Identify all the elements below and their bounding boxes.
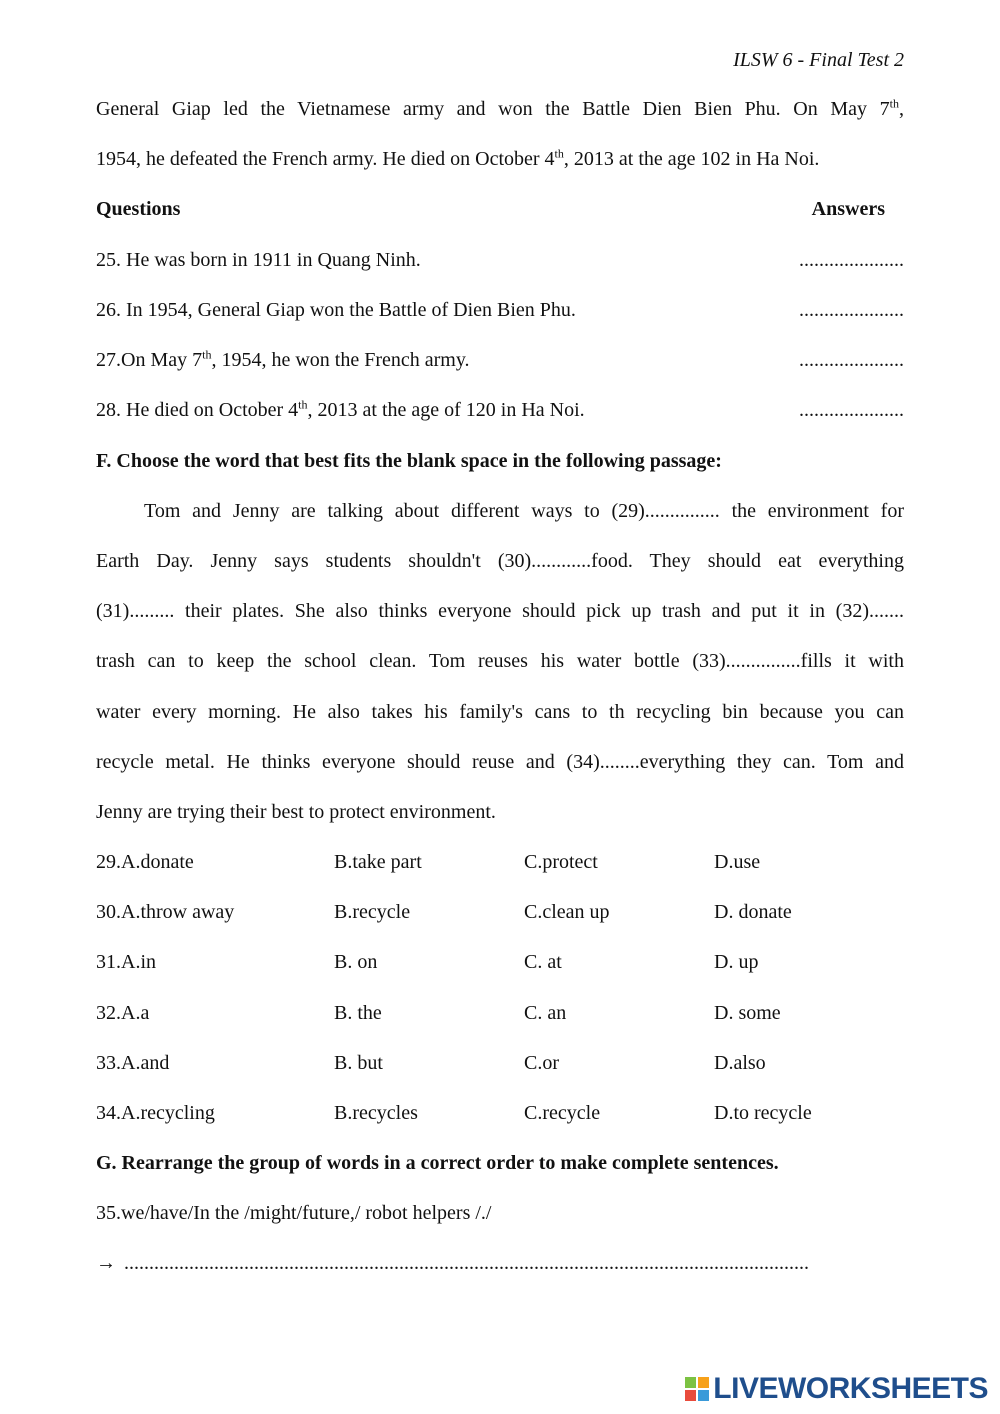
option-a[interactable]: 31.A.in [96,951,156,973]
answer-blank[interactable]: ..................... [799,349,904,371]
question-text: 25. He was born in 1911 in Quang Ninh. [96,249,421,271]
option-c[interactable]: C.clean up [524,901,610,923]
option-a[interactable]: 32.A.a [96,1002,150,1024]
option-b[interactable]: B. on [334,951,378,973]
option-b[interactable]: B. the [334,1002,382,1024]
option-a[interactable]: 33.A.and [96,1052,170,1074]
option-d[interactable]: D. up [714,951,759,973]
option-c[interactable]: C. an [524,1002,567,1024]
option-d[interactable]: D. donate [714,901,792,923]
option-d[interactable]: D. some [714,1002,781,1024]
option-b[interactable]: B.recycles [334,1102,418,1124]
option-b[interactable]: B.take part [334,851,422,873]
answer-blank[interactable]: ..................... [799,399,904,421]
passage-line: Earth Day. Jenny says students shouldn't (30)............food. They should eat everything [96,550,904,572]
answer-blank[interactable]: ..................... [799,249,904,271]
option-c[interactable]: C.or [524,1052,559,1074]
answer-input-35[interactable]: ......................................................................................................................................... [124,1252,809,1274]
logo-square [698,1390,709,1401]
logo-square [698,1377,709,1388]
option-d[interactable]: D.also [714,1052,766,1074]
logo-mark-icon [685,1377,709,1401]
question-text: 28. He died on October 4th, 2013 at the age of 120 in Ha Noi. [96,397,585,421]
page-header: ILSW 6 - Final Test 2 [733,49,904,71]
option-d[interactable]: D.to recycle [714,1102,812,1124]
liveworksheets-logo [685,1372,988,1406]
passage-line: water every morning. He also takes his family's cans to th recycling bin because you can [96,701,904,723]
passage-line: Tom and Jenny are talking about different ways to (29)............... the environment for [144,500,904,522]
question-row [96,298,904,322]
questions-header: Questions [96,198,181,220]
question-text: 26. In 1954, General Giap won the Battle of Dien Bien Phu. [96,299,576,321]
arrow-right-icon: → [96,1252,116,1274]
answer-blank[interactable]: ..................... [799,299,904,321]
option-b[interactable]: B. but [334,1052,383,1074]
answers-header: Answers [811,198,885,220]
intro-line-2: 1954, he defeated the French army. He died on October 4th, 2013 at the age 102 in Ha Noi. [96,146,820,170]
answer-line-35 [96,1251,904,1275]
option-b[interactable]: B.recycle [334,901,411,923]
option-a[interactable]: 29.A.donate [96,851,194,873]
intro-line-1: General Giap led the Vietnamese army and won the Battle Dien Bien Phu. On May 7th, [96,96,904,120]
option-c[interactable]: C.recycle [524,1102,601,1124]
passage-line: recycle metal. He thinks everyone should reuse and (34)........everything they can. Tom and [96,751,904,773]
question-text: 27.On May 7th, 1954, he won the French army. [96,347,470,371]
logo-square [685,1377,696,1388]
qa-header [96,197,904,221]
question-row [96,248,904,272]
option-a[interactable]: 34.A.recycling [96,1102,215,1124]
question-row [96,398,904,422]
section-f-title: F. Choose the word that best fits the blank space in the following passage: [96,450,722,472]
section-g-title: G. Rearrange the group of words in a correct order to make complete sentences. [96,1152,779,1174]
question-row [96,348,904,372]
passage-line: trash can to keep the school clean. Tom reuses his water bottle (33)...............fills it with [96,650,904,672]
option-a[interactable]: 30.A.throw away [96,901,235,923]
passage-line: Jenny are trying their best to protect environment. [96,801,496,823]
option-d[interactable]: D.use [714,851,761,873]
option-c[interactable]: C. at [524,951,562,973]
logo-square [685,1390,696,1401]
option-c[interactable]: C.protect [524,851,598,873]
logo-text: LIVEWORKSHEETS [713,1372,988,1405]
passage-line: (31)......... their plates. She also thinks everyone should pick up trash and put it in (32)....... [96,600,904,622]
question-35: 35.we/have/In the /might/future,/ robot helpers /./ [96,1202,492,1224]
